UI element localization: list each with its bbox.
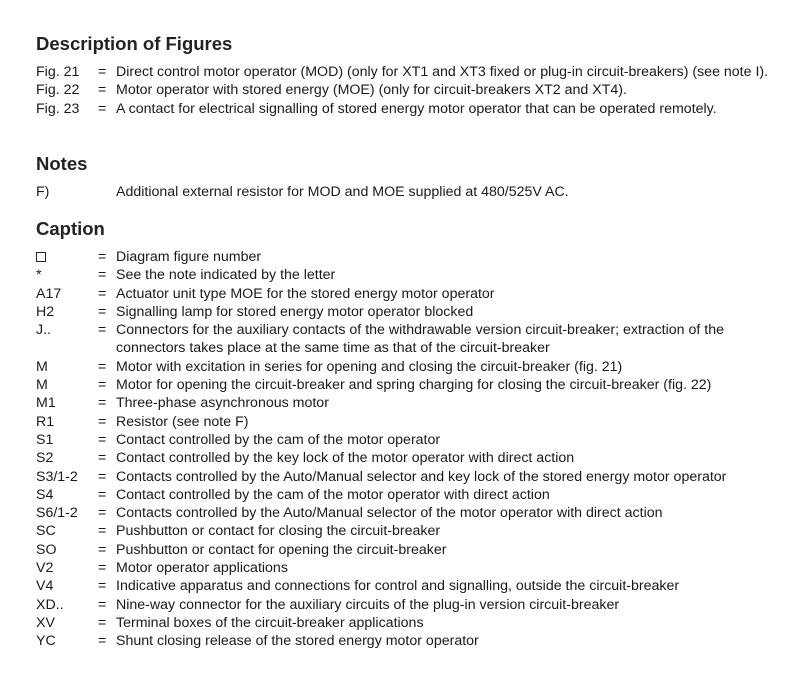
entry-key: XV	[36, 614, 55, 631]
caption-entry	[36, 596, 776, 614]
entry-equals: =	[98, 431, 107, 448]
entry-text: Additional external resistor for MOD and MOE supplied at 480/525V AC.	[116, 184, 569, 200]
entry-key: A17	[36, 285, 62, 302]
caption-entry	[36, 504, 776, 522]
entry-key: R1	[36, 413, 55, 430]
entry-key: H2	[36, 303, 55, 320]
entry-text: Contact controlled by the key lock of the motor operator with direct action	[116, 450, 575, 467]
entry-key: M	[36, 377, 48, 394]
entry-text: Connectors for the auxiliary contacts of the withdrawable version circuit-breaker; extraction of the connectors takes place at the same time as that of the circuit-breaker	[116, 322, 724, 357]
caption-entry	[36, 248, 776, 266]
entry-key: M1	[36, 395, 56, 412]
entry-equals: =	[98, 395, 107, 412]
caption-entry	[36, 522, 776, 540]
entry-key: Fig. 23	[36, 100, 80, 117]
caption-entry	[36, 541, 776, 559]
entry-text: Diagram figure number	[116, 249, 262, 265]
caption-entry	[36, 413, 776, 431]
entry-equals: =	[98, 249, 107, 265]
caption-entry	[36, 431, 776, 449]
caption-entry	[36, 285, 776, 303]
entry-key: SC	[36, 523, 56, 540]
entry-key: J..	[36, 322, 51, 339]
entry-key: M	[36, 358, 48, 375]
entry-equals: =	[98, 285, 107, 302]
caption-entry	[36, 358, 776, 376]
caption-entry	[36, 376, 776, 394]
entry-text: Contact controlled by the cam of the motor operator with direct action	[116, 486, 550, 503]
caption-entry	[36, 303, 776, 321]
entry-key: V4	[36, 578, 54, 595]
entry-text: Contacts controlled by the Auto/Manual selector and key lock of the stored energy motor operator	[116, 468, 727, 485]
entry-equals: =	[98, 82, 107, 99]
figures-entry	[36, 81, 776, 99]
caption-entry	[36, 559, 776, 577]
figures-section	[36, 33, 776, 118]
entry-key: F)	[36, 184, 50, 200]
entry-equals: =	[98, 560, 107, 577]
figures-entry	[36, 63, 776, 81]
entry-equals: =	[98, 486, 107, 503]
notes-heading: Notes	[36, 153, 88, 174]
caption-entry	[36, 614, 776, 632]
entry-key: YC	[36, 633, 56, 650]
entry-equals: =	[98, 64, 107, 80]
caption-entry	[36, 266, 776, 284]
notes-list	[36, 183, 776, 201]
entry-key: V2	[36, 560, 54, 577]
caption-entry	[36, 468, 776, 486]
entry-text: Actuator unit type MOE for the stored energy motor operator	[116, 285, 495, 302]
entry-equals: =	[98, 322, 107, 339]
entry-equals: =	[98, 541, 107, 558]
caption-entry	[36, 632, 776, 650]
caption-section	[36, 218, 776, 651]
entry-text: Motor for opening the circuit-breaker and spring charging for closing the circuit-breaker (fig. 22)	[116, 377, 712, 394]
entry-key: Fig. 21	[36, 64, 80, 80]
figures-entry	[36, 100, 776, 118]
entry-text: A contact for electrical signalling of stored energy motor operator that can be operated remotely.	[116, 100, 717, 117]
entry-text: Motor operator with stored energy (MOE) (only for circuit-breakers XT2 and XT4).	[116, 82, 627, 99]
entry-equals: =	[98, 303, 107, 320]
entry-text: Signalling lamp for stored energy motor operator blocked	[116, 303, 474, 320]
entry-key: SO	[36, 541, 57, 558]
entry-equals: =	[98, 614, 107, 631]
entry-equals: =	[98, 413, 107, 430]
figures-list	[36, 63, 776, 118]
entry-text: Pushbutton or contact for closing the circuit-breaker	[116, 523, 441, 540]
square-box-icon	[36, 252, 46, 262]
entry-text: Pushbutton or contact for opening the circuit-breaker	[116, 541, 447, 558]
entry-equals: =	[98, 633, 107, 650]
entry-equals: =	[98, 596, 107, 613]
entry-text: Three-phase asynchronous motor	[116, 395, 329, 412]
entry-equals: =	[98, 100, 107, 117]
square-box-icon	[36, 248, 46, 266]
entry-equals: =	[98, 377, 107, 394]
caption-entry	[36, 486, 776, 504]
caption-entry	[36, 577, 776, 595]
entry-equals: =	[98, 358, 107, 375]
entry-equals: =	[98, 468, 107, 485]
caption-list	[36, 248, 776, 651]
notes-section	[36, 153, 776, 201]
caption-entry	[36, 321, 776, 358]
entry-key: S6/1-2	[36, 505, 78, 522]
entry-equals: =	[98, 505, 107, 522]
entry-text: Contact controlled by the cam of the motor operator	[116, 431, 441, 448]
entry-text: Direct control motor operator (MOD) (only for XT1 and XT3 fixed or plug-in circuit-breakers) (see note I).	[116, 64, 769, 80]
entry-key: XD..	[36, 596, 64, 613]
entry-text: Nine-way connector for the auxiliary circuits of the plug-in version circuit-breaker	[116, 596, 620, 613]
entry-equals: =	[98, 578, 107, 595]
entry-text: Indicative apparatus and connections for control and signalling, outside the circuit-breaker	[116, 578, 680, 595]
entry-text: See the note indicated by the letter	[116, 267, 336, 284]
entry-equals: =	[98, 523, 107, 540]
notes-entry	[36, 183, 776, 201]
entry-text: Resistor (see note F)	[116, 413, 249, 430]
figures-heading: Description of Figures	[36, 33, 233, 54]
entry-key: S1	[36, 431, 54, 448]
entry-text: Terminal boxes of the circuit-breaker applications	[116, 614, 424, 631]
entry-key: S4	[36, 486, 54, 503]
caption-heading: Caption	[36, 218, 105, 239]
caption-entry	[36, 449, 776, 467]
caption-entry	[36, 394, 776, 412]
entry-text: Motor operator applications	[116, 560, 288, 577]
entry-key: *	[36, 267, 42, 284]
entry-equals: =	[98, 267, 107, 284]
entry-text: Shunt closing release of the stored energy motor operator	[116, 633, 479, 650]
entry-text: Contacts controlled by the Auto/Manual selector of the motor operator with direct action	[116, 505, 663, 522]
entry-key: S2	[36, 450, 54, 467]
entry-equals: =	[98, 450, 107, 467]
entry-key: S3/1-2	[36, 468, 78, 485]
entry-text: Motor with excitation in series for opening and closing the circuit-breaker (fig. 21)	[116, 358, 623, 375]
entry-key: Fig. 22	[36, 82, 80, 99]
